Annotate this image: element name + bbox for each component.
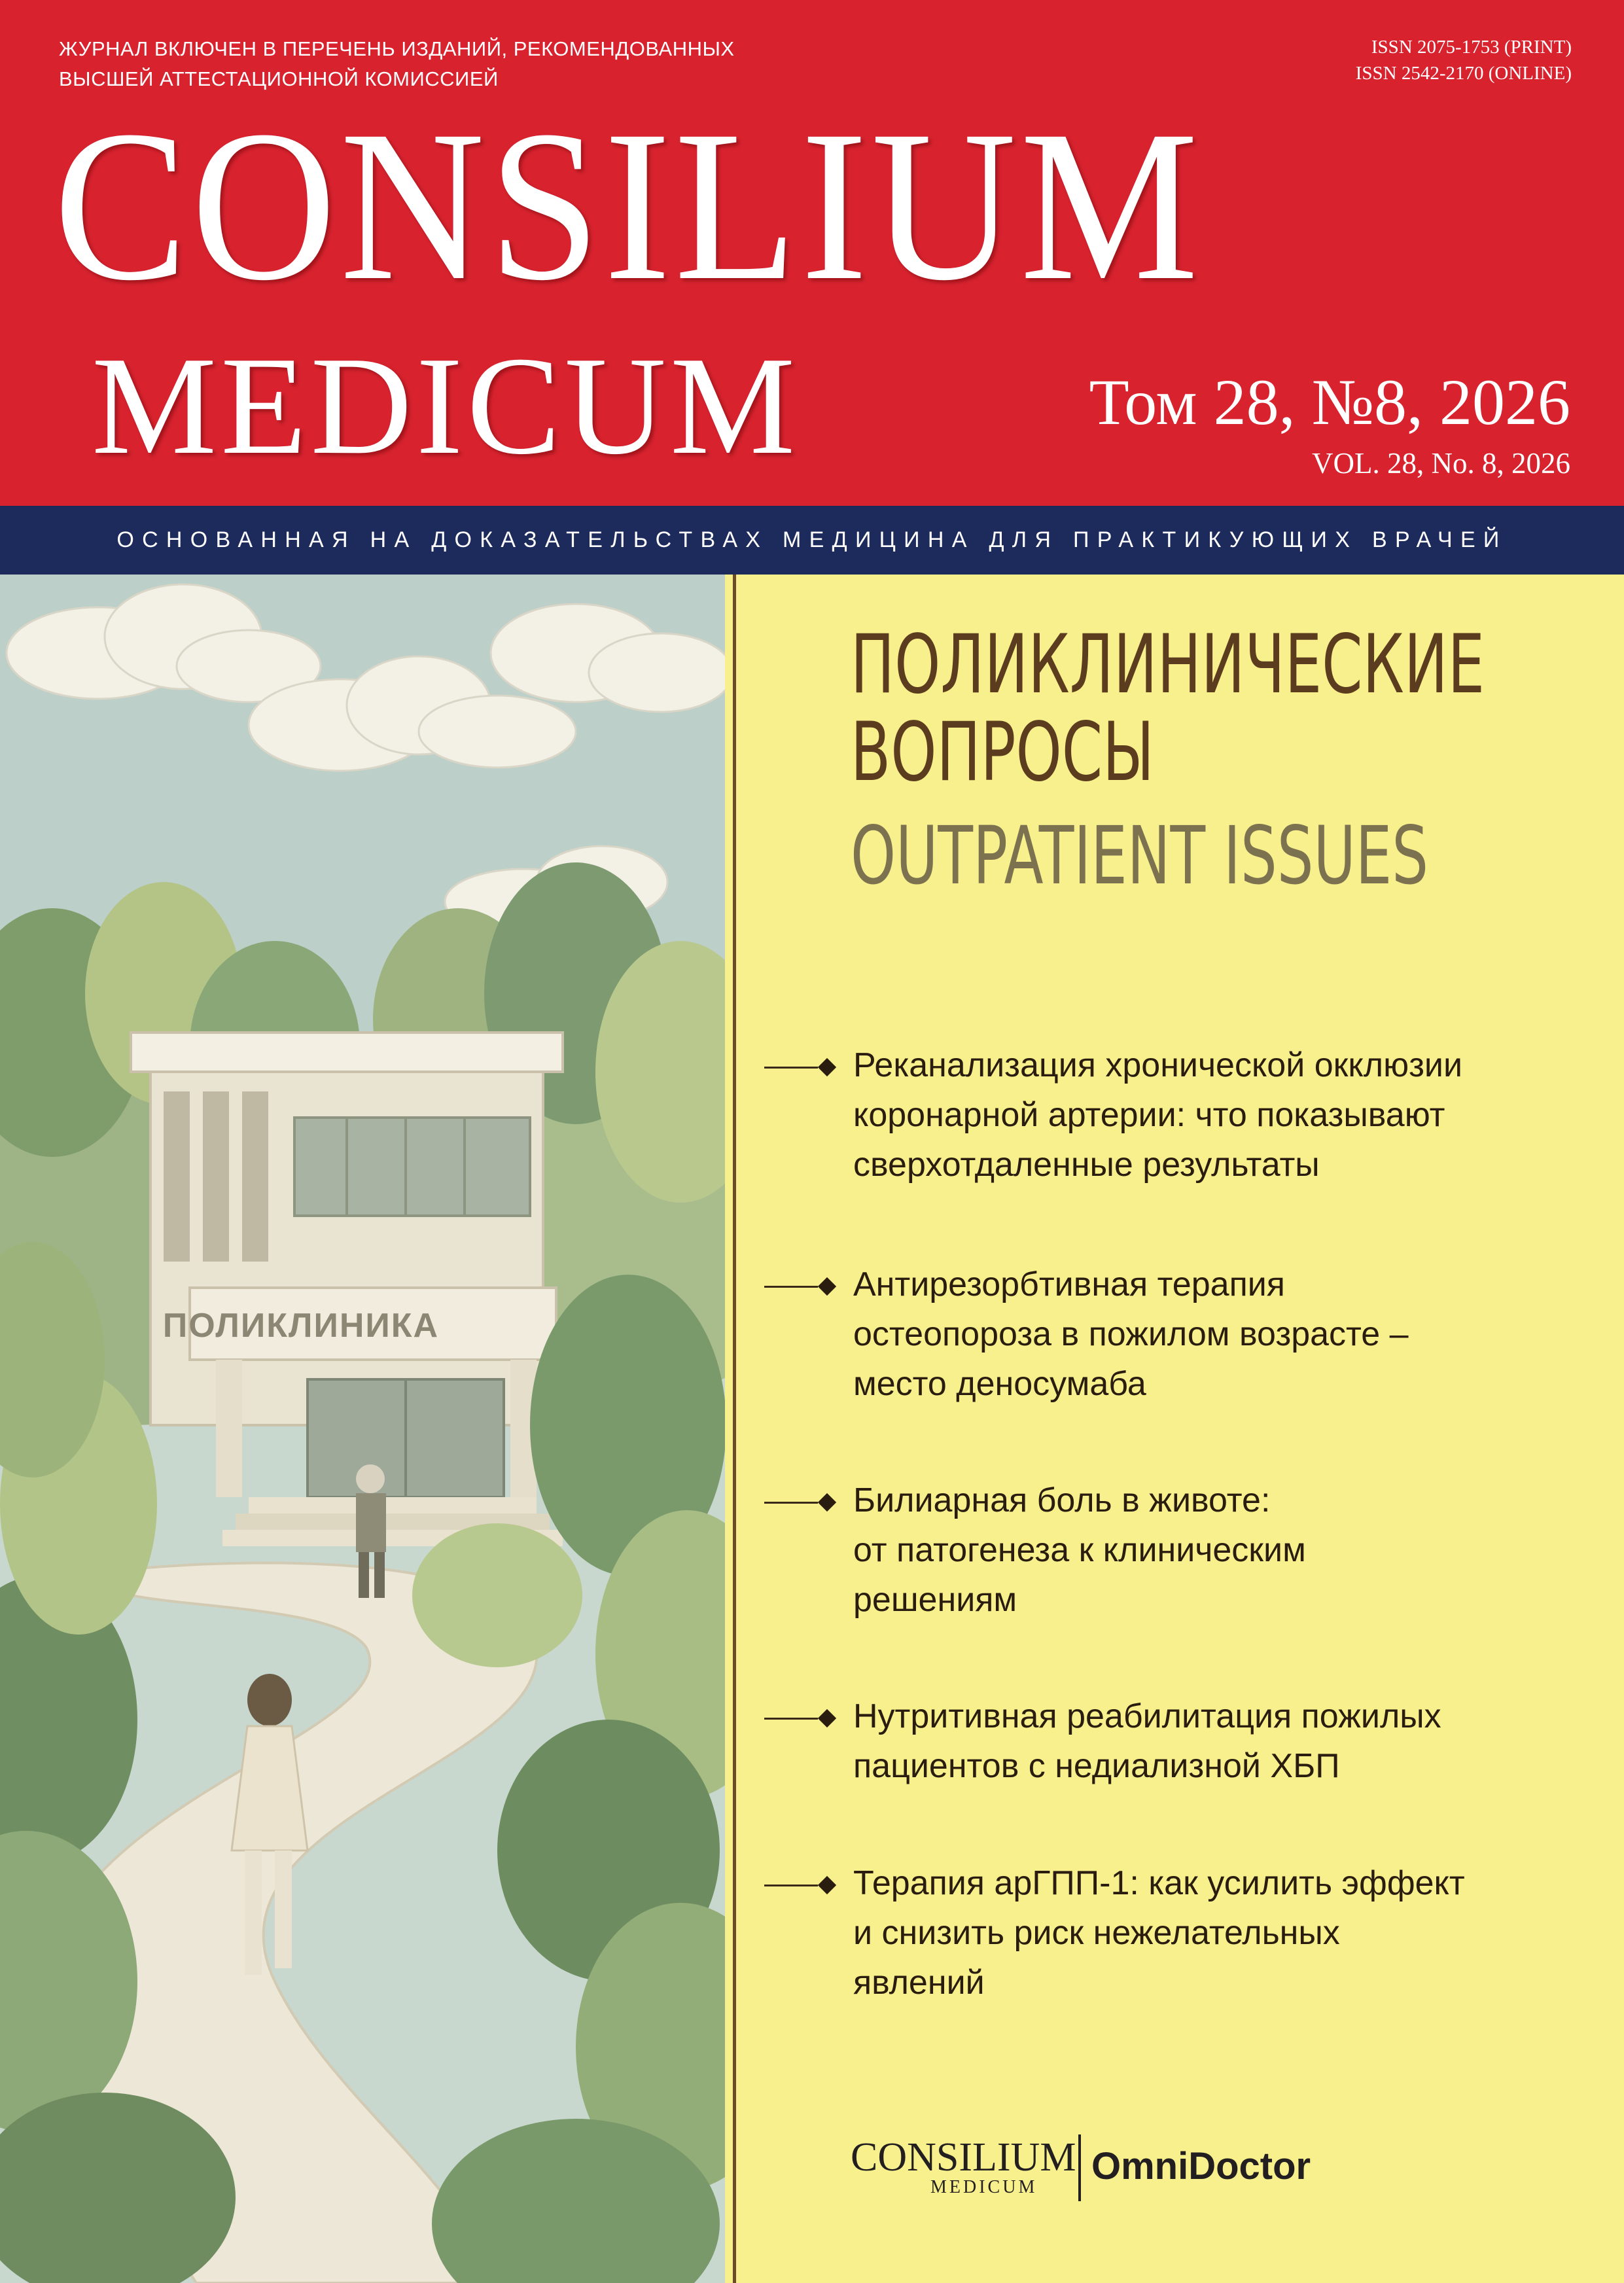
rubric-title-ru-line1: ПОЛИКЛИНИЧЕСКИЕ (851, 618, 1485, 712)
toc-title (853, 1858, 1624, 2008)
vak-note-line: ВЫСШЕЙ АТТЕСТАЦИОННОЙ КОМИССИЕЙ (59, 67, 499, 90)
vak-note-line: ЖУРНАЛ ВКЛЮЧЕН В ПЕРЕЧЕНЬ ИЗДАНИЙ, РЕКОМЕНДОВАННЫХ (59, 37, 735, 60)
logo-consilium: CONSILIUM (54, 86, 1203, 325)
volume-ru: Том 28, №8, 2026 (1089, 366, 1570, 438)
diamond-icon (818, 1277, 836, 1296)
diamond-icon (818, 1058, 836, 1076)
diamond-icon (818, 1876, 836, 1894)
vak-note (59, 34, 735, 94)
toc-title (853, 1040, 1624, 1190)
toc-dash (764, 1718, 818, 1720)
logo-medicum: MEDICUM (92, 327, 800, 484)
toc-line: Нутритивная реабилитация пожилых (853, 1697, 1441, 1735)
footer-logo-medicum: MEDICUM (930, 2177, 1038, 2197)
issn-online: ISSN 2542-2170 (ONLINE) (1355, 63, 1572, 84)
toc-title (853, 1476, 1624, 1625)
toc-dash (764, 1286, 818, 1288)
toc-title (853, 1260, 1624, 1409)
toc-line: явлений (853, 1964, 985, 2002)
rubric-title-ru-line2: ВОПРОСЫ (851, 705, 1154, 800)
issn-print: ISSN 2075-1753 (PRINT) (1371, 37, 1572, 58)
toc-line: Реканализация хронической окклюзии (853, 1046, 1462, 1084)
toc-line: Билиарная боль в животе: (853, 1481, 1271, 1519)
diamond-icon (818, 1709, 836, 1727)
toc-line: Терапия арГПП-1: как усилить эффект (853, 1864, 1465, 1902)
volume-en: VOL. 28, No. 8, 2026 (1312, 447, 1570, 480)
toc-line: пациентов с недиализной ХБП (853, 1747, 1340, 1785)
toc-line: от патогенеза к клиническим (853, 1531, 1306, 1569)
toc-dash (764, 1067, 818, 1069)
toc-dash (764, 1502, 818, 1504)
footer-logo-omnidoctor: OmniDoctor (1091, 2145, 1311, 2187)
tagline-bar (0, 506, 1624, 575)
toc-line: коронарной артерии: что показывают (853, 1096, 1445, 1134)
toc-line: сверхотдаленные результаты (853, 1146, 1320, 1184)
clinic-illustration (0, 575, 725, 2283)
rubric-title-en: OUTPATIENT ISSUES (851, 809, 1429, 902)
toc-line: решениям (853, 1581, 1017, 1619)
toc-line: и снизить риск нежелательных (853, 1914, 1340, 1952)
footer-logo-consilium: CONSILIUM (851, 2135, 1076, 2180)
tagline: ОСНОВАННАЯ НА ДОКАЗАТЕЛЬСТВАХ МЕДИЦИНА ДЛЯ ПРАКТИКУЮЩИХ ВРАЧЕЙ (116, 527, 1508, 552)
vertical-divider (733, 575, 736, 2283)
cover-illustration (0, 575, 725, 2283)
diamond-icon (818, 1493, 836, 1512)
toc-line: остеопороза в пожилом возрасте – (853, 1315, 1409, 1353)
footer-logo (851, 2134, 1348, 2206)
cover-header (0, 0, 1624, 506)
footer-logo-separator (1078, 2134, 1081, 2201)
issn-block (1356, 34, 1572, 86)
toc-line: Антирезорбтивная терапия (853, 1265, 1285, 1303)
toc-title (853, 1691, 1624, 1791)
toc-dash (764, 1885, 818, 1886)
building-sign: ПОЛИКЛИНИКА (162, 1307, 440, 1345)
toc-line: место деносумаба (853, 1365, 1146, 1403)
